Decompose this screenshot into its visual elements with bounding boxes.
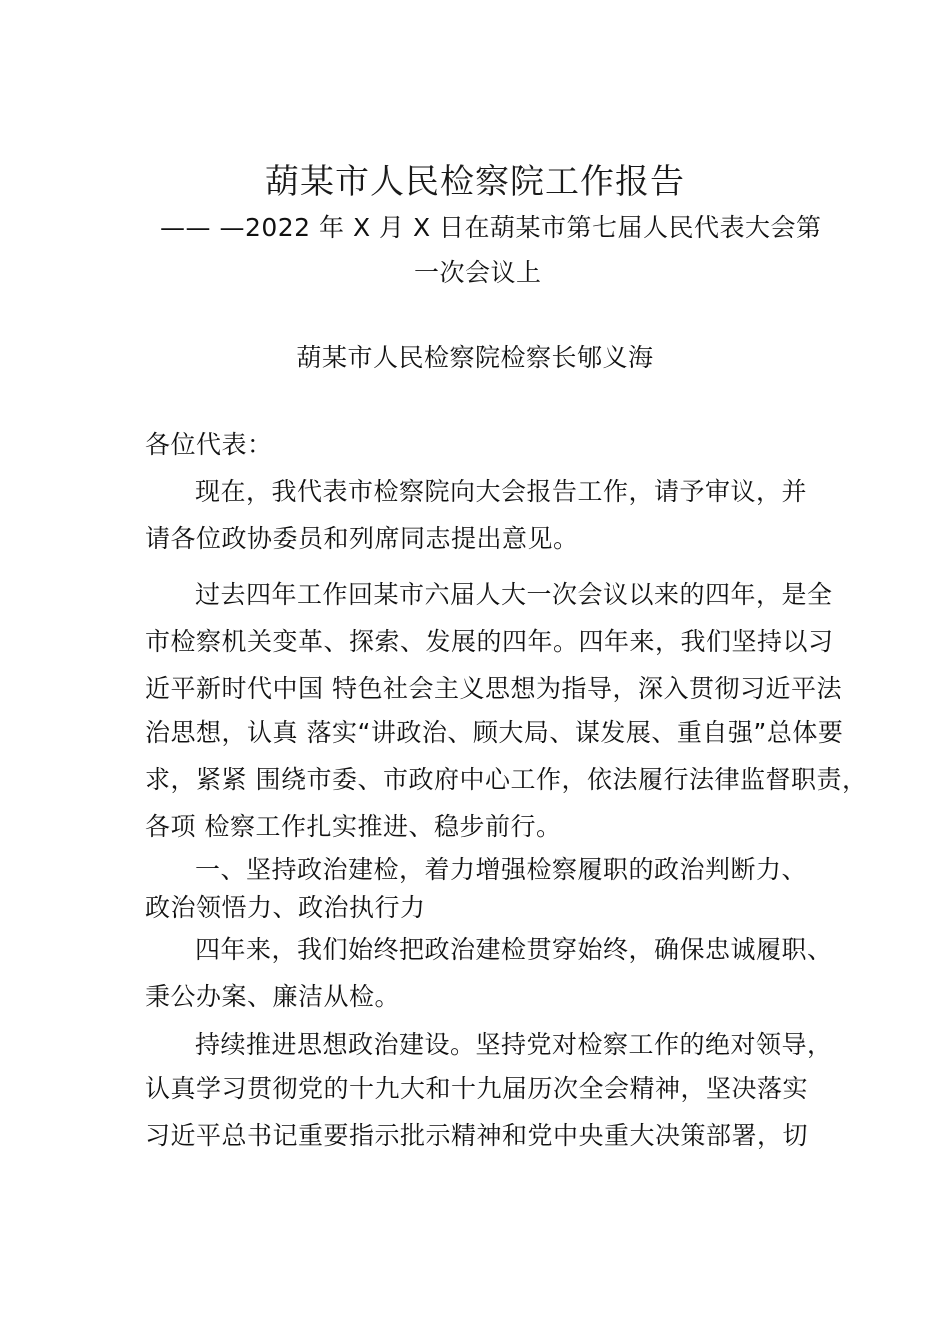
section-heading-line: 政治领悟力、政治执行力 xyxy=(145,893,426,922)
body-line: 现在，我代表市检察院向大会报告工作，请予审议，并 xyxy=(195,477,808,506)
body-line: 秉公办案、廉洁从检。 xyxy=(145,982,401,1011)
body-line: 认真学习贯彻党的十九大和十九届历次全会精神，坚决落实 xyxy=(145,1074,809,1103)
subtitle-line-1: —— —2022 年 X 月 X 日在葫某市第七届人民代表大会第 xyxy=(160,213,822,242)
author-line: 葫某市人民检察院检察长郇义海 xyxy=(296,343,654,372)
body-line: 各项 检察工作扎实推进、稳步前行。 xyxy=(145,812,562,841)
salutation: 各位代表： xyxy=(145,430,273,459)
body-line: 请各位政协委员和列席同志提出意见。 xyxy=(145,524,579,553)
body-line: 习近平总书记重要指示批示精神和党中央重大决策部署，切 xyxy=(145,1121,809,1150)
body-line: 持续推进思想政治建设。坚持党对检察工作的绝对领导， xyxy=(195,1030,833,1059)
body-line: 市检察机关变革、探索、发展的四年。四年来，我们坚持以习 xyxy=(145,627,834,656)
subtitle-line-2: 一次会议上 xyxy=(414,258,542,287)
section-heading-line: 一、坚持政治建检，着力增强检察履职的政治判断力、 xyxy=(195,855,808,884)
body-line: 近平新时代中国 特色社会主义思想为指导，深入贯彻习近平法 xyxy=(145,674,842,703)
body-line: 求，紧紧 围绕市委、市政府中心工作，依法履行法律监督职责， xyxy=(145,765,868,794)
document-title: 葫某市人民检察院工作报告 xyxy=(265,162,685,202)
body-line: 过去四年工作回某市六届人大一次会议以来的四年，是全 xyxy=(195,580,833,609)
body-line: 治思想，认真 落实“讲政治、顾大局、谋发展、重自强”总体要 xyxy=(145,718,844,747)
body-line: 四年来，我们始终把政治建检贯穿始终，确保忠诚履职、 xyxy=(195,935,833,964)
